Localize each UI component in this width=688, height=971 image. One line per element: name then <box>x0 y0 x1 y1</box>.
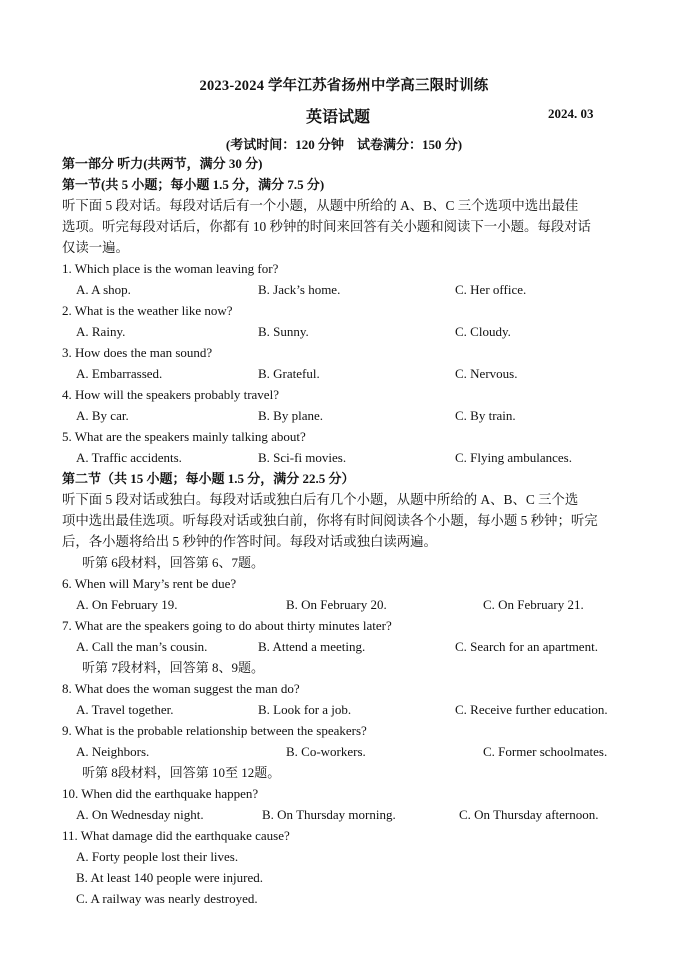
option-a: A. A shop. <box>76 282 131 297</box>
option-row <box>62 804 628 825</box>
option-a: A. Traffic accidents. <box>76 450 182 465</box>
option-c: C. Receive further education. <box>455 702 608 717</box>
option-row <box>62 279 628 300</box>
option-row <box>62 363 628 384</box>
section1-heading: 第一节(共 5 小题；每小题 1.5 分，满分 7.5 分) <box>62 177 325 192</box>
option-b: B. On February 20. <box>286 597 387 612</box>
option-c: C. Her office. <box>455 282 527 297</box>
section2-heading: 第二节（共 15 小题；每小题 1.5 分，满分 22.5 分） <box>62 471 355 486</box>
part1-heading: 第一部分 听力(共两节，满分 30 分) <box>62 156 263 171</box>
option-a: A. Neighbors. <box>76 744 150 759</box>
option-c: C. A railway was nearly destroyed. <box>76 891 258 906</box>
section2-instruction-line: 项中选出最佳选项。听每段对话或独白前，你将有时间阅读各个小题，每小题 5 秒钟；听完 <box>62 513 598 528</box>
option-b: B. Attend a meeting. <box>258 639 366 654</box>
option-b: B. Sunny. <box>258 324 309 339</box>
option-a: A. Travel together. <box>76 702 174 717</box>
question-stem: 8. What does the woman suggest the man do? <box>62 681 300 696</box>
option-c: C. Nervous. <box>455 366 518 381</box>
section1-instruction-line: 选项。听完每段对话后，你都有 10 秒钟的时间来回答有关小题和阅读下一小题。每段对话 <box>62 219 591 234</box>
option-b: B. Grateful. <box>258 366 320 381</box>
question-stem: 4. How will the speakers probably travel? <box>62 387 279 402</box>
option-c: C. On February 21. <box>483 597 584 612</box>
option-c: C. Search for an apartment. <box>455 639 598 654</box>
option-a: A. On Wednesday night. <box>76 807 204 822</box>
question-stem: 7. What are the speakers going to do about thirty minutes later? <box>62 618 392 633</box>
option-row <box>62 405 628 426</box>
section2-instruction-line: 后，各小题将给出 5 秒钟的作答时间。每段对话或独白读两遍。 <box>62 534 437 549</box>
material-instruction: 听第 6段材料，回答第 6、7题。 <box>82 555 265 570</box>
section1-instruction-line: 听下面 5 段对话。每段对话后有一个小题，从题中所给的 A、B、C 三个选项中选出最佳 <box>62 198 579 213</box>
exam-title: 2023-2024 学年江苏省扬州中学高三限时训练 <box>199 78 489 94</box>
question-stem: 11. What damage did the earthquake cause? <box>62 828 290 843</box>
option-row <box>62 741 628 762</box>
exam-body <box>62 153 628 909</box>
option-row <box>62 636 628 657</box>
option-a: A. Forty people lost their lives. <box>76 849 239 864</box>
exam-info: (考试时间：120 分钟 试卷满分：150 分) <box>225 137 463 152</box>
question-stem: 2. What is the weather like now? <box>62 303 233 318</box>
option-c: C. By train. <box>455 408 516 423</box>
question-stem: 3. How does the man sound? <box>62 345 213 360</box>
option-a: A. By car. <box>76 408 129 423</box>
option-c: C. Flying ambulances. <box>455 450 572 465</box>
option-row <box>62 321 628 342</box>
option-row <box>62 699 628 720</box>
exam-date: 2024. 03 <box>548 106 594 121</box>
question-stem: 6. When will Mary’s rent be due? <box>62 576 237 591</box>
section1-instruction-line: 仅读一遍。 <box>62 240 129 255</box>
option-row <box>62 447 628 468</box>
option-b: B. Look for a job. <box>258 702 352 717</box>
option-a: A. On February 19. <box>76 597 178 612</box>
option-b: B. Jack’s home. <box>258 282 341 297</box>
option-b: B. Co-workers. <box>286 744 366 759</box>
option-b: B. On Thursday morning. <box>262 807 396 822</box>
option-a: A. Embarrassed. <box>76 366 163 381</box>
question-stem: 10. When did the earthquake happen? <box>62 786 259 801</box>
option-c: C. On Thursday afternoon. <box>459 807 599 822</box>
material-instruction: 听第 8段材料，回答第 10至 12题。 <box>82 765 281 780</box>
option-c: C. Cloudy. <box>455 324 511 339</box>
option-b: B. At least 140 people were injured. <box>76 870 264 885</box>
option-c: C. Former schoolmates. <box>483 744 608 759</box>
exam-subtitle: 英语试题 <box>306 109 371 126</box>
option-a: A. Call the man’s cousin. <box>76 639 208 654</box>
option-a: A. Rainy. <box>76 324 126 339</box>
question-stem: 5. What are the speakers mainly talking about? <box>62 429 306 444</box>
section2-instruction-line: 听下面 5 段对话或独白。每段对话或独白后有几个小题，从题中所给的 A、B、C 三个选 <box>62 492 579 507</box>
question-stem: 1. Which place is the woman leaving for? <box>62 261 279 276</box>
option-b: B. Sci-fi movies. <box>258 450 347 465</box>
option-b: B. By plane. <box>258 408 323 423</box>
option-row <box>62 594 628 615</box>
material-instruction: 听第 7段材料，回答第 8、9题。 <box>82 660 265 675</box>
question-stem: 9. What is the probable relationship between the speakers? <box>62 723 367 738</box>
